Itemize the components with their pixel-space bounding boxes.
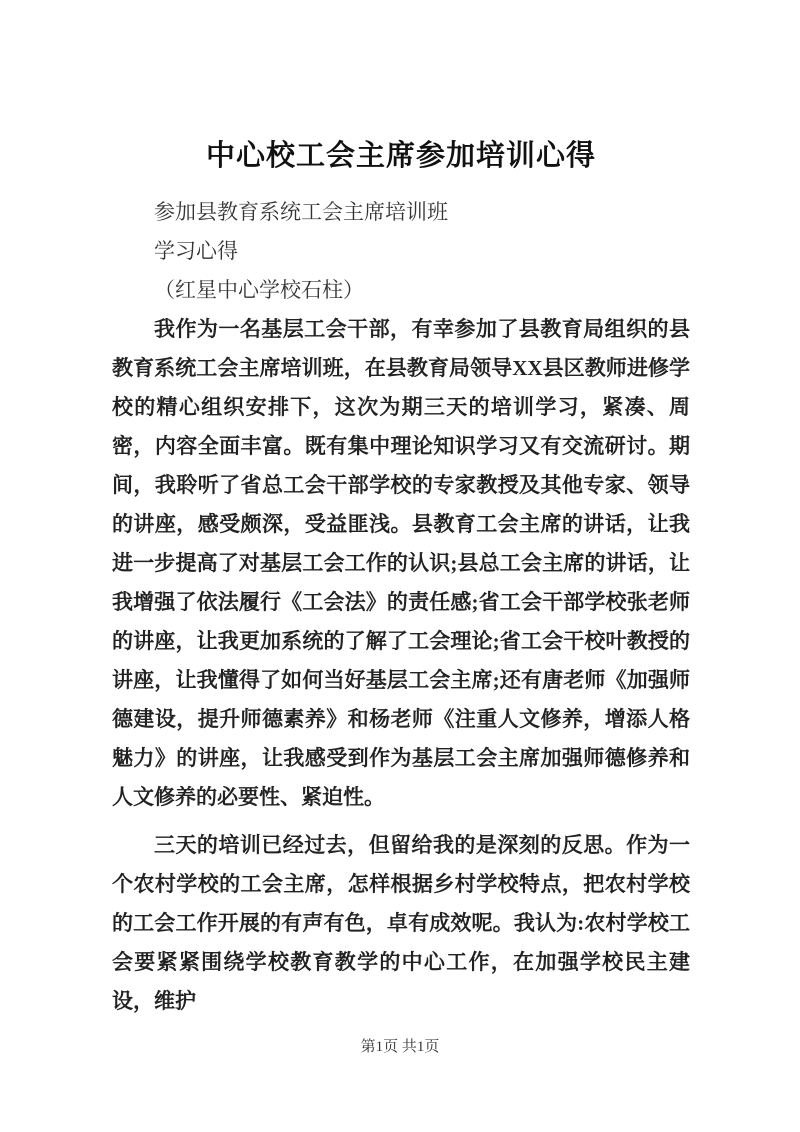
intro-line-training-class: 参加县教育系统工会主席培训班	[154, 200, 448, 224]
intro-line-study-notes: 学习心得	[154, 239, 238, 263]
intro-line-author: （红星中心学校石柱）	[154, 278, 364, 302]
page-number-footer: 第1页 共1页	[360, 1039, 440, 1055]
body-paragraph-1: 我作为一名基层工会干部，有幸参加了县教育局组织的县教育系统工会主席培训班，在县教育局领导XX县区教师进修学校的精心组织安排下，这次为期三天的培训学习，紧凑、周密，内容全面丰富。既有集中理论知识学习又有交流研讨。期间，我聆听了省总工会干部学校的专家教授及其他专家、领导的讲座，感受颇深，受益匪浅。县教育工会主席的讲话，让我进一步提高了对基层工会工作的认识;县总工会主席的讲话，让我增强了依法履行《工会法》的责任感;省工会干部学校张老师的讲座，让我更加系统的了解了工会理论;省工会干校叶教授的讲座，让我懂得了如何当好基层工会主席;还有唐老师《加强师德建设，提升师德素养》和杨老师《注重人文修养，增添人格魅力》的讲座，让我感受到作为基层工会主席加强师德修养和人文修养的必要性、紧迫性。	[112, 317, 690, 809]
document-title: 中心校工会主席参加培训心得	[205, 140, 596, 172]
body-paragraph-2: 三天的培训已经过去，但留给我的是深刻的反思。作为一个农村学校的工会主席，怎样根据乡村学校特点，把农村学校的工会工作开展的有声有色，卓有成效呢。我认为:农村学校工会要紧紧围绕学校教育教学的中心工作，在加强学校民主建设，维护	[112, 833, 690, 1013]
